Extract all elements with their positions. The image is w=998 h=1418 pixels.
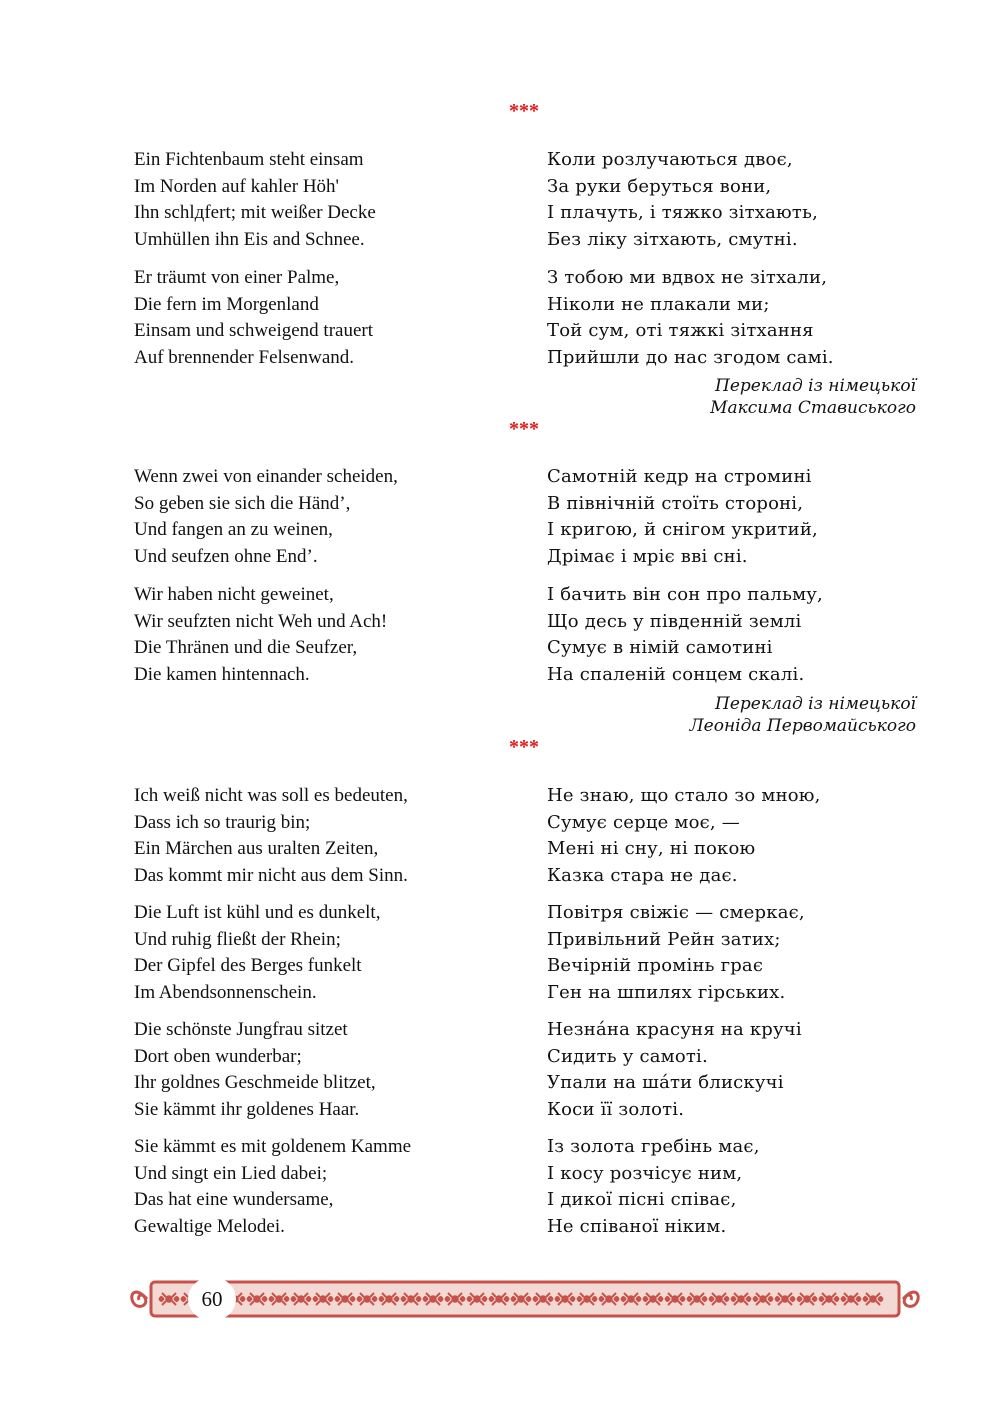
credit-line: Переклад із німецької [715,694,916,714]
verse-line: Ніколи не плакали ми; [547,293,770,315]
verse-line: Und ruhig fließt der Rhein; [134,928,341,950]
verse-line: Das hat eine wundersame, [134,1189,334,1210]
stanza [134,582,514,688]
verse-line: Sie kämmt ihr goldenes Haar. [134,1098,360,1120]
stanza [134,265,514,371]
stanza [134,1134,514,1240]
verse-line: Не співаної ніким. [547,1215,727,1237]
translator-name: Леоніда Первомайського [689,716,916,736]
verse-line: І плачуть, і тяжко зітхають, [547,202,819,223]
verse-line: І бачить він сон про пальму, [547,584,823,605]
stanza [547,900,927,1006]
stanza [547,265,927,371]
verse-line: Wenn zwei von einander scheiden, [134,466,398,487]
separator-stars: *** [509,418,539,440]
page-number: 60 [188,1278,236,1320]
verse-line: Повітря свіжіє — смеркає, [547,902,805,923]
ukrainian-poem-1 [547,147,927,371]
verse-line: Сумує в німій самотині [547,637,773,658]
verse-line: Казка стара не дає. [547,864,738,886]
verse-line: Незна́на красуня на кручі [547,1019,802,1040]
verse-line: So geben sie sich die Händ’, [134,492,351,514]
verse-line: Die Luft ist kühl und es dunkelt, [134,902,381,923]
verse-line: Und seufzen ohne End’. [134,545,318,567]
ukrainian-poem-2 [547,464,927,688]
verse-line: Дрімає і мріє вві сні. [547,545,748,567]
verse-line: Die Thränen und die Seufzer, [134,637,358,658]
verse-line: Im Norden auf kahler Höh' [134,175,339,197]
verse-line: Прийшли до нас згодом самі. [547,346,834,368]
verse-line: Ich weiß nicht was soll es bedeuten, [134,785,408,806]
verse-line: Мені ні сну, ні покою [547,838,756,859]
stanza [547,582,927,688]
verse-line: Без ліку зітхають, смутні. [547,228,798,250]
verse-line: Із золота гребінь має, [547,1136,760,1157]
verse-line: Er träumt von einer Palme, [134,267,340,288]
separator-stars: *** [509,736,539,758]
verse-line: Упали на ша́ти блискучі [547,1072,784,1093]
verse-line: Самотній кедр на стромині [547,466,812,487]
stanza [547,147,927,253]
stanza [134,147,514,253]
verse-line: І кригою, й снігом укритий, [547,519,818,540]
verse-line: Вечірній промінь грає [547,955,764,976]
verse-line: Сидить у самоті. [547,1045,708,1067]
verse-line: Auf brennender Felsenwand. [134,346,355,368]
stanza [547,1017,927,1123]
verse-line: І косу розчісує ним, [547,1162,743,1184]
verse-line: Im Abendsonnenschein. [134,981,317,1003]
verse-line: Коси її золоті. [547,1098,685,1120]
verse-line: Не знаю, що стало зо мною, [547,785,821,806]
verse-line: Ген на шпилях гірських. [547,981,786,1003]
verse-line: Das kommt mir nicht aus dem Sinn. [134,864,408,886]
verse-line: Umhüllen ihn Eis and Schnee. [134,228,365,250]
ukrainian-poem-3 [547,783,927,1240]
verse-line: Dass ich so traurig bin; [134,811,311,833]
verse-line: В північній стоїть стороні, [547,492,804,514]
verse-line: Wir seufzten nicht Weh und Ach! [134,610,388,632]
verse-line: За руки беруться вони, [547,175,772,197]
ornament-border [125,1272,925,1326]
verse-line: Той сум, оті тяжкі зітхання [547,320,814,341]
translation-credit [690,693,917,737]
stanza [547,783,927,889]
german-poem-3 [134,783,514,1240]
verse-line: Що десь у південній землі [547,610,802,632]
verse-line: Коли розлучаються двоє, [547,149,793,170]
verse-line: Wir haben nicht geweinet, [134,584,334,605]
verse-line: Sie kämmt es mit goldenem Kamme [134,1136,412,1157]
verse-line: З тобою ми вдвох не зітхали, [547,267,828,288]
verse-line: Die schönste Jungfrau sitzet [134,1019,348,1040]
stanza [134,900,514,1006]
verse-line: Einsam und schweigend trauert [134,320,374,341]
verse-line: Und fangen an zu weinen, [134,519,333,540]
stanza [134,464,514,570]
separator-stars: *** [509,100,539,122]
verse-line: Und singt ein Lied dabei; [134,1162,328,1184]
verse-line: Dort oben wunderbar; [134,1045,302,1067]
verse-line: Ein Märchen aus uralten Zeiten, [134,838,379,859]
verse-line: Ein Fichtenbaum steht einsam [134,149,364,170]
verse-line: Die kamen hintennach. [134,663,310,685]
verse-line: І дикої пісні співає, [547,1189,737,1210]
verse-line: Ihr goldnes Geschmeide blitzet, [134,1072,376,1093]
german-poem-1 [134,147,514,371]
stanza [134,783,514,889]
translator-name: Максима Стависького [710,398,916,418]
german-poem-2 [134,464,514,688]
verse-line: Der Gipfel des Berges funkelt [134,955,362,976]
stanza [547,1134,927,1240]
verse-line: Сумує серце моє, — [547,811,740,833]
stanza [134,1017,514,1123]
stanza [547,464,927,570]
verse-line: На спаленій сонцем скалі. [547,663,805,685]
verse-line: Die fern im Morgenland [134,293,319,315]
verse-line: Gewaltige Melodei. [134,1215,285,1237]
verse-line: Ihn schlдfert; mit weißer Decke [134,202,376,223]
credit-line: Переклад із німецької [715,376,916,396]
verse-line: Привільний Рейн затих; [547,928,781,950]
translation-credit [710,375,916,419]
